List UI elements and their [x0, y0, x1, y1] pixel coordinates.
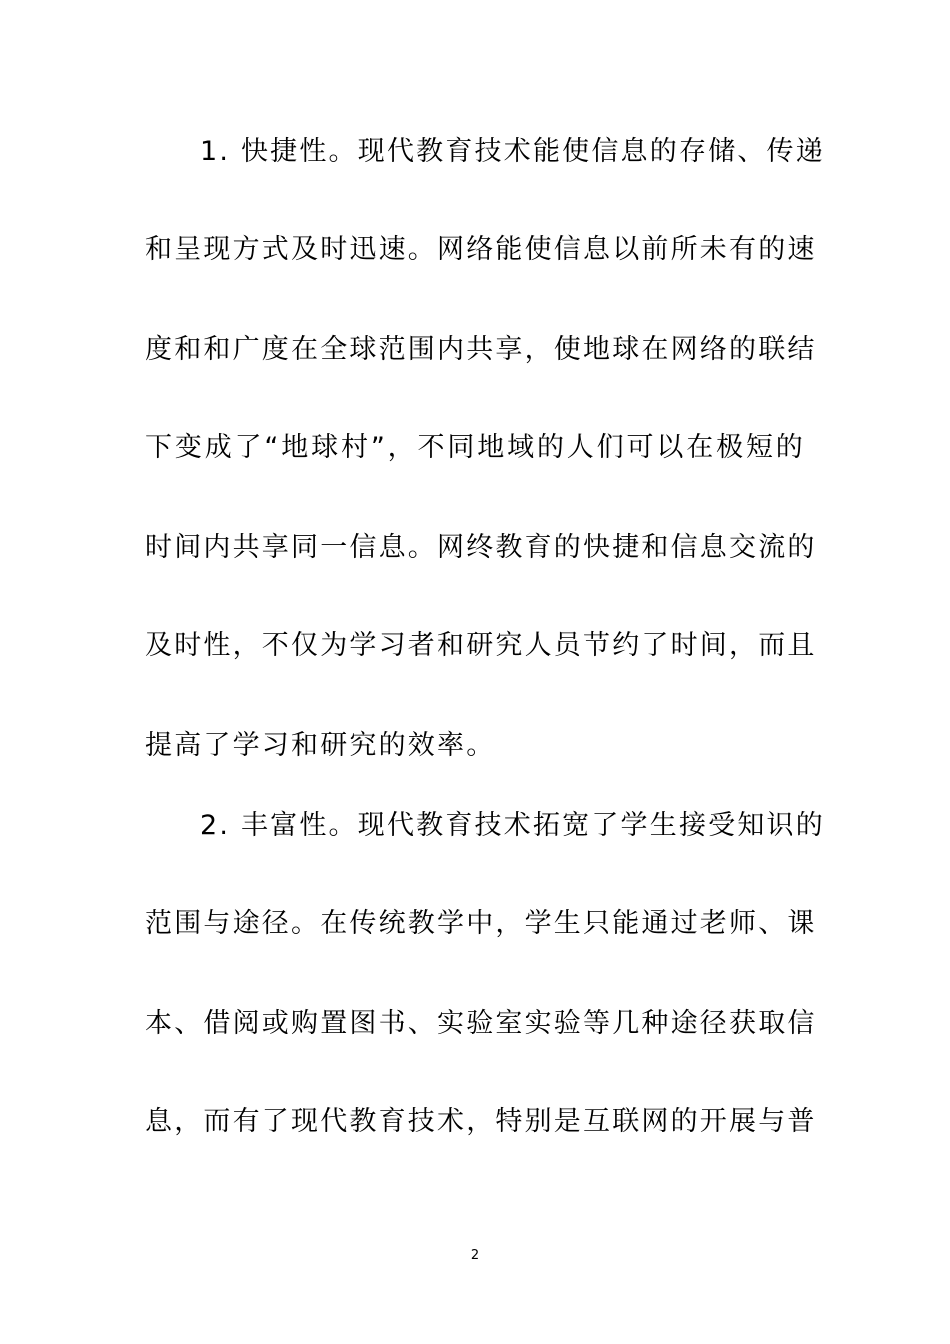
page-number: 2	[470, 1248, 480, 1263]
paragraph-1-line-7: 提高了学习和研究的效率。	[145, 730, 496, 761]
paragraph-2-line-2: 范围与途径。在传统教学中，学生只能通过老师、课	[145, 908, 817, 939]
paragraph-2-line-1: 2. 丰富性。现代教育技术拓宽了学生接受知识的	[200, 810, 825, 841]
paragraph-1-line-6: 及时性，不仅为学习者和研究人员节约了时间，而且	[145, 630, 817, 661]
paragraph-1-line-1: 1. 快捷性。现代教育技术能使信息的存储、传递	[200, 136, 825, 167]
paragraph-2-line-4: 息，而有了现代教育技术，特别是互联网的开展与普	[145, 1106, 817, 1137]
paragraph-1-line-4: 下变成了“地球村”，不同地域的人们可以在极短的	[145, 432, 805, 463]
paragraph-1-line-2: 和呈现方式及时迅速。网络能使信息以前所未有的速	[145, 234, 817, 265]
paragraph-1-line-3: 度和和广度在全球范围内共享，使地球在网络的联结	[145, 334, 817, 365]
paragraph-1-line-5: 时间内共享同一信息。网终教育的快捷和信息交流的	[145, 532, 817, 563]
paragraph-2-line-3: 本、借阅或购置图书、实验室实验等几种途径获取信	[145, 1008, 817, 1039]
